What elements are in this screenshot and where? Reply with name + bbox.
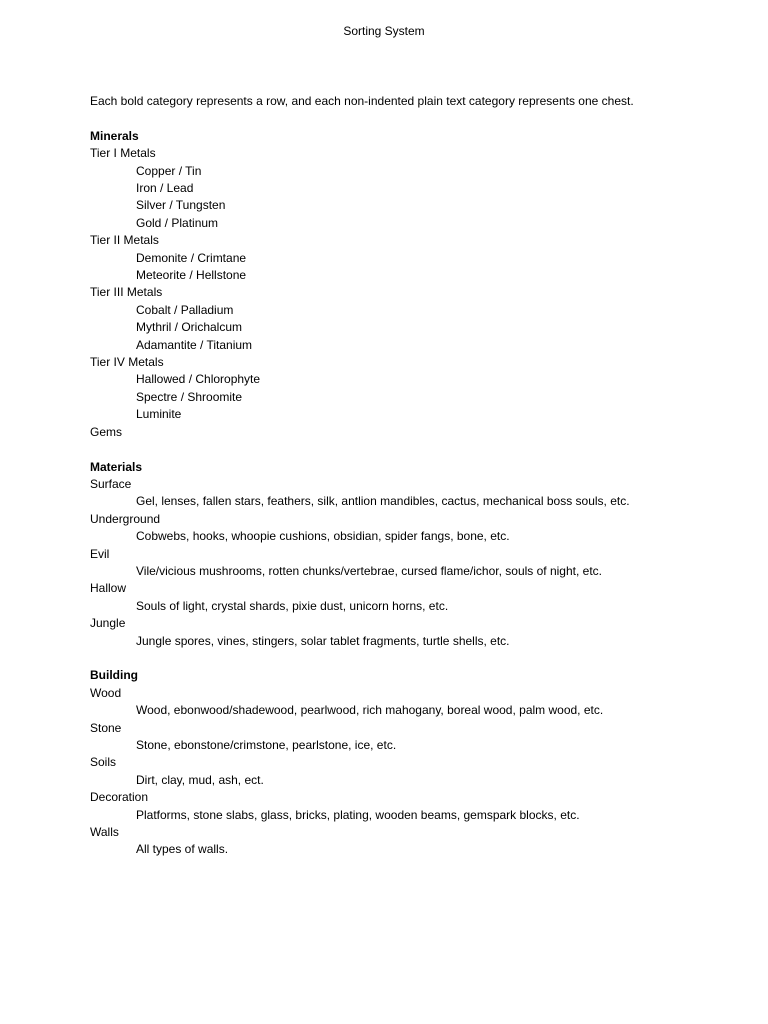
- category-label: Wood: [90, 685, 122, 700]
- chest-item: Luminite: [136, 407, 182, 422]
- paragraph-spacer: [90, 441, 730, 458]
- category-label: Hallow: [90, 581, 127, 596]
- section-building: [90, 667, 730, 858]
- chest-item: Iron / Lead: [136, 181, 194, 196]
- category-label: Jungle: [90, 616, 126, 631]
- section-heading: Minerals: [90, 128, 139, 143]
- chest-item: Mythril / Orichalcum: [136, 320, 243, 335]
- chest-item: Demonite / Crimtane: [136, 250, 247, 265]
- chest-item: Meteorite / Hellstone: [136, 268, 247, 283]
- category-label: Soils: [90, 755, 117, 770]
- category-label: Tier I Metals: [90, 146, 156, 161]
- category-label: Surface: [90, 476, 132, 491]
- category-label: Gems: [90, 424, 123, 439]
- chest-item: Hallowed / Chlorophyte: [136, 372, 261, 387]
- paragraph-spacer: [90, 650, 730, 667]
- category-label: Stone: [90, 720, 122, 735]
- chest-item: Adamantite / Titanium: [136, 337, 253, 352]
- chest-item: Copper / Tin: [136, 163, 202, 178]
- chest-item: Wood, ebonwood/shadewood, pearlwood, rich mahogany, boreal wood, palm wood, etc.: [136, 703, 604, 718]
- category-label: Tier IV Metals: [90, 355, 164, 370]
- chest-item: Stone, ebonstone/crimstone, pearlstone, ice, etc.: [136, 737, 397, 752]
- chest-item: Souls of light, crystal shards, pixie dust, unicorn horns, etc.: [136, 598, 449, 613]
- section-minerals: [90, 128, 730, 441]
- chest-item: Jungle spores, vines, stingers, solar tablet fragments, turtle shells, etc.: [136, 633, 510, 648]
- chest-item: Cobalt / Palladium: [136, 302, 234, 317]
- section-materials: [90, 459, 730, 650]
- paragraph-spacer: [90, 110, 730, 127]
- chest-item: Vile/vicious mushrooms, rotten chunks/vertebrae, cursed flame/ichor, souls of night, etc.: [136, 563, 602, 578]
- intro-paragraph: Each bold category represents a row, and each non-indented plain text category represents one chest.: [90, 94, 634, 108]
- chest-item: Cobwebs, hooks, whoopie cushions, obsidian, spider fangs, bone, etc.: [136, 529, 510, 544]
- chest-item: Dirt, clay, mud, ash, ect.: [136, 772, 264, 787]
- chest-item: Gel, lenses, fallen stars, feathers, silk, antlion mandibles, cactus, mechanical boss souls, etc.: [136, 494, 630, 509]
- category-label: Evil: [90, 546, 110, 561]
- category-label: Decoration: [90, 790, 149, 805]
- category-label: Tier III Metals: [90, 285, 163, 300]
- chest-item: Platforms, stone slabs, glass, bricks, plating, wooden beams, gemspark blocks, etc.: [136, 807, 580, 822]
- chest-item: Spectre / Shroomite: [136, 389, 243, 404]
- document-body: [90, 93, 730, 859]
- chest-item: Silver / Tungsten: [136, 198, 226, 213]
- category-label: Tier II Metals: [90, 233, 159, 248]
- chest-item: Gold / Platinum: [136, 215, 219, 230]
- category-label: Underground: [90, 511, 161, 526]
- section-heading: Building: [90, 668, 138, 683]
- category-label: Walls: [90, 825, 119, 840]
- chest-item: All types of walls.: [136, 842, 229, 857]
- document-title: Sorting System: [343, 24, 425, 38]
- section-heading: Materials: [90, 459, 143, 474]
